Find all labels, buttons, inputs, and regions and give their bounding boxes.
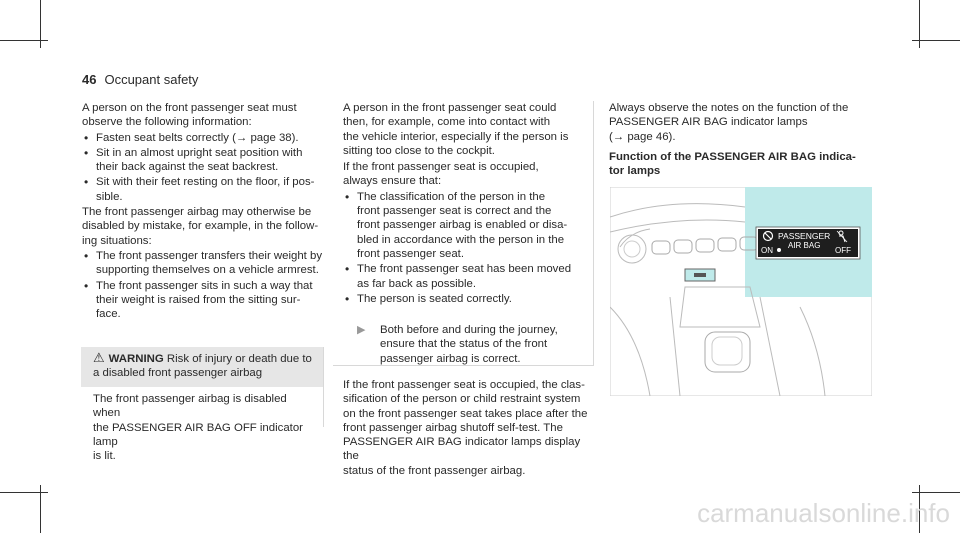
paragraph: The front passenger airbag may otherwise be disabled by mistake, for example, in the follow- ing situations: [82,206,319,247]
warning-label: WARNING [108,353,164,365]
warning-box [81,347,324,463]
panel-off-text: OFF [835,246,851,255]
list-item: • The front passenger sits in such a way that their weight is raised from the sitting sur- face. [82,279,327,322]
crop-mark [0,492,48,493]
crop-mark [0,40,48,41]
panel-on-text: ON [761,246,773,255]
panel-airbag-text: AIR BAG [788,241,821,250]
intro-text: A person on the front passenger seat must observe the following information: [82,102,297,129]
list-item: • Sit in an almost upright seat position with their back against the seat backrest. [82,146,327,175]
status-dot-icon [777,248,781,252]
dashboard-illustration [610,187,872,396]
panel-passenger-text: PASSENGER [778,231,831,241]
warning-body: The front passenger airbag is disabled when the PASSENGER AIR BAG OFF indicator lamp is lit. [93,393,303,463]
list-item: • Sit with their feet resting on the floor, if pos- sible. [82,175,327,204]
section-title: Occupant safety [104,72,199,87]
watermark: carmanualsonline.info [697,498,950,528]
figure-heading: Function of the PASSENGER AIR BAG indica- tor lamps [609,150,856,178]
dashboard-figure [610,187,872,396]
page-header [82,72,198,87]
list-item: • Fasten seat belts correctly (→ page 38). [82,131,327,145]
paragraph: If the front passenger seat is occupied, always ensure that: [343,161,539,188]
list-item: • The person is seated correctly. [343,292,593,306]
warning-triangle-icon: ⚠ [93,350,105,365]
paragraph: Always observe the notes on the function of the PASSENGER AIR BAG indicator lamps (→ page 46). [609,102,849,143]
column-1 [82,101,327,322]
crop-mark [912,492,960,493]
page-number: 46 [82,72,97,87]
warning-header [81,347,323,387]
crop-mark [912,40,960,41]
list-item: • The classification of the person in the front passenger seat is correct and the front passenger airbag is enabled or disa- bled in accordance with the person in the front passenger seat. [343,190,593,261]
list-item: • The front passenger seat has been moved as far back as possible. [343,262,593,291]
warning-title: Risk of injury or death due to [166,353,312,365]
paragraph: A person in the front passenger seat could then, for example, come into contact with the vehicle interior, especially if the person is sitting too close to the cockpit. [343,102,569,157]
column-2 [343,101,593,307]
tip-text: Both before and during the journey, ensure that the status of the front passenger airbag is correct. [380,324,558,365]
column-3 [609,101,874,178]
list-item: • The front passenger transfers their weight by supporting themselves on a vehicle armrest. [82,249,327,278]
tip-arrow-icon: ▶ [357,324,366,336]
warning-title-cont: a disabled front passenger airbag [93,367,263,380]
paragraph: If the front passenger seat is occupied, the clas- sification of the person or child restraint system on the front passenger seat takes place after the front passenger airbag shutoff self-test. The PASSENGER AIR BAG indicator lamps display the status of the front passenger airbag. [343,379,588,477]
